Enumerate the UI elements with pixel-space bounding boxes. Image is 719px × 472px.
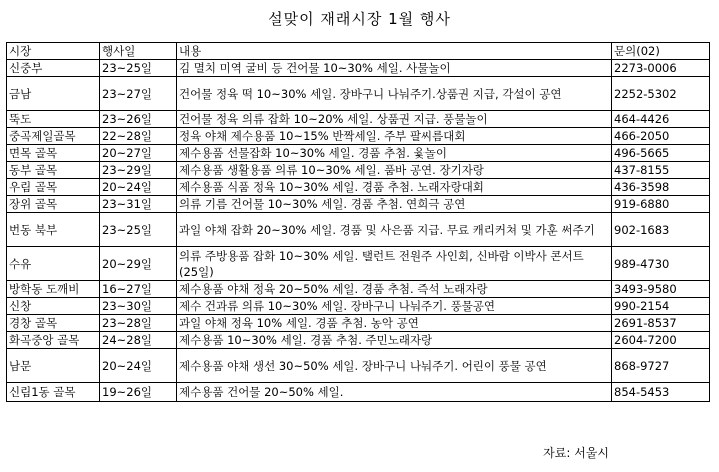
table-row: [7, 349, 710, 383]
contact-phone-cell: 919-6880: [612, 196, 710, 213]
table-row: [7, 179, 710, 196]
event-date-cell: 20~24일: [100, 349, 177, 383]
event-date-cell: 20~27일: [100, 145, 177, 162]
event-date-cell: 19~26일: [100, 383, 177, 402]
contact-phone-cell: 990-2154: [612, 298, 710, 315]
event-date-cell: 23~27일: [100, 77, 177, 111]
event-date-cell: 20~29일: [100, 247, 177, 281]
event-content-cell: 제수 건과류 의류 10~30% 세일. 장바구니 나눠주기. 풍물공연: [177, 298, 612, 315]
event-date-cell: 20~24일: [100, 179, 177, 196]
event-date-cell: 23~30일: [100, 298, 177, 315]
event-content-cell: 정육 야채 제수용품 10~15% 반짝세일. 주부 팔씨름대회: [177, 128, 612, 145]
event-content-cell: 제수용품 식품 정육 10~30% 세일. 경품 추첨. 노래자랑대회: [177, 179, 612, 196]
table-row: [7, 281, 710, 298]
market-name-cell: 신창: [7, 298, 100, 315]
market-name-cell: 우림 골목: [7, 179, 100, 196]
table-row: [7, 383, 710, 402]
event-date-cell: 23~26일: [100, 111, 177, 128]
event-content-cell: 건어물 정육 떡 10~30% 세일. 장바구니 나눠주기.상품권 지급, 각설이 공연: [177, 77, 612, 111]
market-name-cell: 방학동 도깨비: [7, 281, 100, 298]
header-market: 시장: [7, 43, 100, 60]
table-row: [7, 145, 710, 162]
contact-phone-cell: 437-8155: [612, 162, 710, 179]
market-name-cell: 금남: [7, 77, 100, 111]
market-name-cell: 남문: [7, 349, 100, 383]
table-row: [7, 111, 710, 128]
table-row: [7, 332, 710, 349]
event-date-cell: 23~28일: [100, 315, 177, 332]
event-content-cell: 김 멸치 미역 굴비 등 건어물 10~30% 세일. 사물놀이: [177, 60, 612, 77]
market-name-cell: 수유: [7, 247, 100, 281]
event-content-cell: 과일 야채 정육 10% 세일. 경품 추첨. 농악 공연: [177, 315, 612, 332]
contact-phone-cell: 436-3598: [612, 179, 710, 196]
contact-phone-cell: 2691-8537: [612, 315, 710, 332]
table-row: [7, 60, 710, 77]
contact-phone-cell: 854-5453: [612, 383, 710, 402]
table-row: [7, 162, 710, 179]
market-name-cell: 경창 골목: [7, 315, 100, 332]
event-content-cell: 제수용품 10~30% 세일. 경품 추첨. 주민노래자랑: [177, 332, 612, 349]
table-row: [7, 213, 710, 247]
market-name-cell: 면목 골목: [7, 145, 100, 162]
event-content-cell: 제수용품 선물잡화 10~30% 세일. 경품 추첨. 윷놀이: [177, 145, 612, 162]
event-date-cell: 23~31일: [100, 196, 177, 213]
table-row: [7, 77, 710, 111]
contact-phone-cell: 466-2050: [612, 128, 710, 145]
contact-phone-cell: 2273-0006: [612, 60, 710, 77]
contact-phone-cell: 2604-7200: [612, 332, 710, 349]
market-name-cell: 뚝도: [7, 111, 100, 128]
event-date-cell: 16~27일: [100, 281, 177, 298]
market-name-cell: 동부 골목: [7, 162, 100, 179]
market-name-cell: 화곡중앙 골목: [7, 332, 100, 349]
table-row: [7, 196, 710, 213]
event-date-cell: 23~29일: [100, 162, 177, 179]
market-name-cell: 신중부: [7, 60, 100, 77]
event-content-cell: 제수용품 야채 정육 20~50% 세일. 경품 추첨. 즉석 노래자랑: [177, 281, 612, 298]
event-content-cell: 제수용품 건어물 20~50% 세일.: [177, 383, 612, 402]
page-title: 설맞이 재래시장 1월 행사: [268, 10, 451, 28]
table-row: [7, 315, 710, 332]
contact-phone-cell: 902-1683: [612, 213, 710, 247]
contact-phone-cell: 868-9727: [612, 349, 710, 383]
contact-phone-cell: 3493-9580: [612, 281, 710, 298]
header-content: 내용: [177, 43, 612, 60]
event-date-cell: 23~25일: [100, 213, 177, 247]
table-row: [7, 247, 710, 281]
event-content-cell: 제수용품 생활용품 의류 10~30% 세일. 품바 공연. 장기자랑: [177, 162, 612, 179]
event-content-cell: 의류 주방용품 잡화 10~30% 세일. 탤런트 전원주 사인회, 신바람 이박사 콘서트(25일): [177, 247, 612, 281]
contact-phone-cell: 2252-5302: [612, 77, 710, 111]
event-content-cell: 과일 야채 잡화 20~30% 세일. 경품 및 사은품 지급. 무료 캐리커쳐 및 가훈 써주기: [177, 213, 612, 247]
event-date-cell: 23~25일: [100, 60, 177, 77]
header-date: 행사일: [100, 43, 177, 60]
market-events-table: [6, 42, 710, 402]
table-row: [7, 128, 710, 145]
table-row: [7, 298, 710, 315]
event-content-cell: 의류 기름 건어물 10~30% 세일. 경품 추첨. 연희극 공연: [177, 196, 612, 213]
market-name-cell: 장위 골목: [7, 196, 100, 213]
contact-phone-cell: 989-4730: [612, 247, 710, 281]
event-date-cell: 22~28일: [100, 128, 177, 145]
contact-phone-cell: 496-5665: [612, 145, 710, 162]
event-content-cell: 건어물 정육 의류 잡화 10~20% 세일. 상품권 지급. 풍물놀이: [177, 111, 612, 128]
market-name-cell: 중곡제일골목: [7, 128, 100, 145]
market-name-cell: 신림1동 골목: [7, 383, 100, 402]
contact-phone-cell: 464-4426: [612, 111, 710, 128]
header-row: [7, 43, 710, 60]
event-date-cell: 24~28일: [100, 332, 177, 349]
event-content-cell: 제수용품 야채 생선 30~50% 세일. 장바구니 나눠주기. 어린이 풍물 공연: [177, 349, 612, 383]
market-name-cell: 번동 북부: [7, 213, 100, 247]
header-contact: 문의(02): [612, 43, 710, 60]
source-note: 자료: 서울시: [543, 446, 609, 460]
